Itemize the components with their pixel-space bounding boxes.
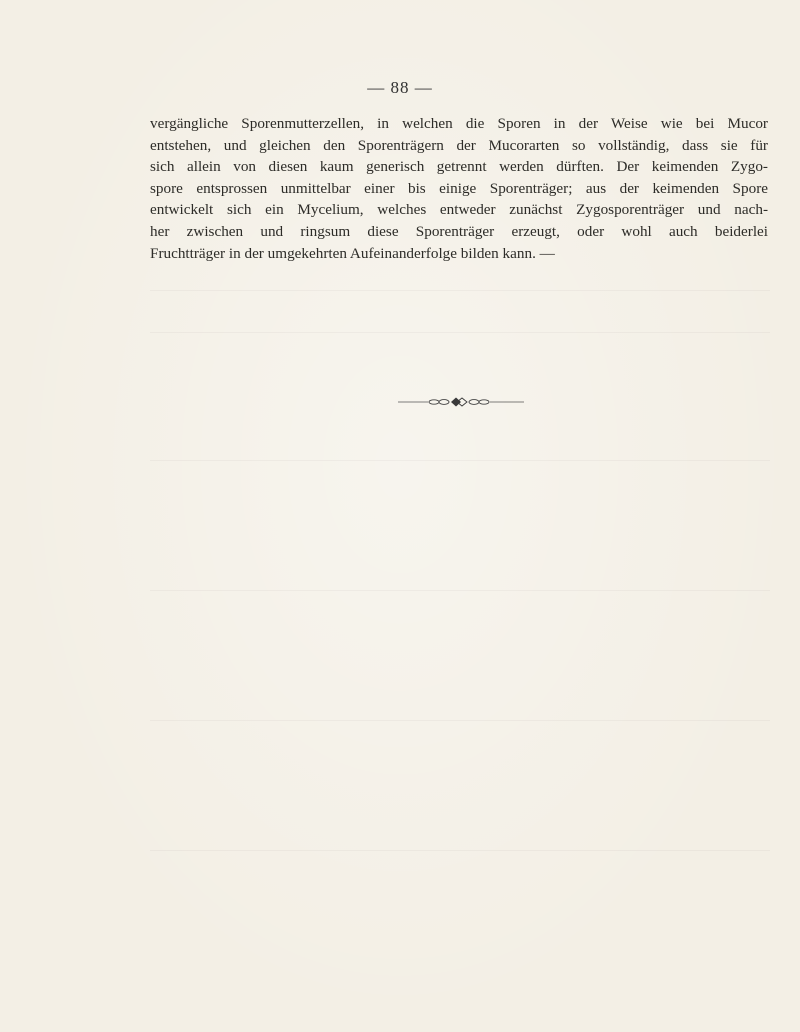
section-divider-ornament xyxy=(398,396,524,408)
paragraph xyxy=(150,113,768,264)
bleed-through-line xyxy=(150,290,770,291)
text-line: vergängliche Sporenmutterzellen, in welchen die Sporen in der Weise wie bei Mucor xyxy=(150,115,768,132)
text-line: her zwischen und ringsum diese Sporenträger erzeugt, oder wohl auch beiderlei xyxy=(150,222,768,240)
page-number: — 88 — xyxy=(367,78,433,97)
bleed-through-line xyxy=(150,460,770,461)
bleed-through-line xyxy=(150,720,770,721)
bleed-through-line xyxy=(150,850,770,851)
text-line: sich allein von diesen kaum generisch getrennt werden dürften. Der keimenden Zygo- xyxy=(150,158,768,176)
text-line: spore entsprossen unmittelbar einer bis einige Sporenträger; aus der keimenden Spore xyxy=(150,179,768,197)
text-line: entstehen, und gleichen den Sporenträgern der Mucorarten so vollständig, dass sie für xyxy=(150,136,768,154)
bleed-through-line xyxy=(150,590,770,591)
text-line: entwickelt sich ein Mycelium, welches entweder zunächst Zygosporenträger und nach- xyxy=(150,201,768,219)
bleed-through-line xyxy=(150,332,770,333)
text-line: Fruchtträger in der umgekehrten Aufeinanderfolge bilden kann. — xyxy=(150,244,555,262)
